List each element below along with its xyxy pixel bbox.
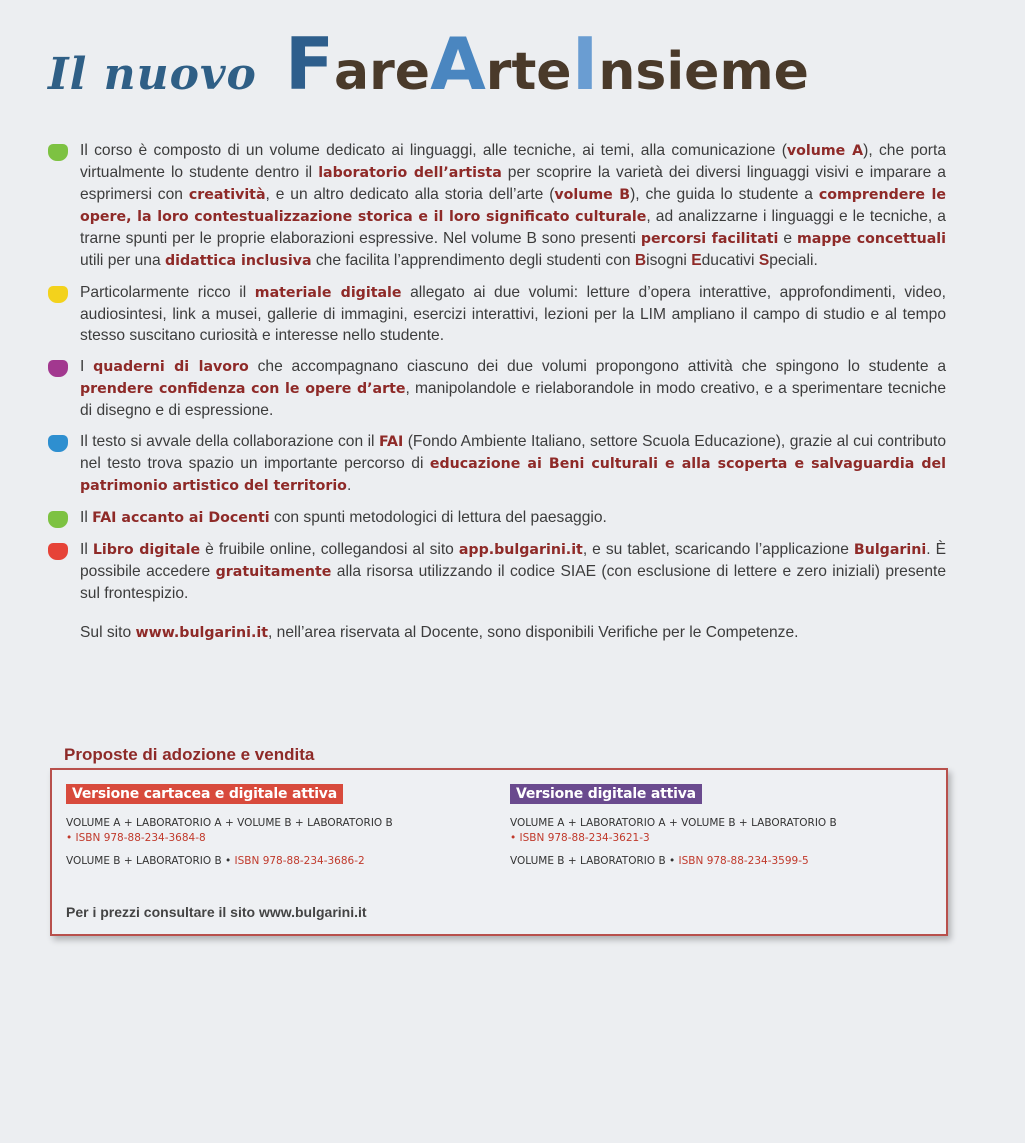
digital-isbn-row: [510, 816, 837, 846]
highlight: quaderni di lavoro: [93, 359, 249, 375]
text: , manipolandole e rielaborandole in modo creativo, e a sperimentare tecniche di disegno e di espressione.: [80, 380, 947, 419]
text: Il: [80, 509, 93, 526]
text: Particolarmente ricco il: [80, 284, 255, 301]
title-prefix: Il nuovo: [48, 49, 257, 100]
title-word-arte: rte: [485, 42, 572, 102]
text: peciali.: [769, 252, 818, 269]
text: Il testo si avvale della collaborazione con il: [80, 433, 379, 450]
text: . È possibile accedere: [80, 541, 946, 580]
text: allegato ai due volumi: letture d’opera interattive, approfondimenti, video, audiosintesi, link a musei, gallerie di immagini, esercizi interattivi, lezioni per la LIM ampliano il campo di studio e al tempo stesso suscitano curiosità e interesse nello studente.: [80, 284, 946, 344]
highlight: Bulgarini: [853, 542, 927, 558]
initial: B: [634, 252, 647, 269]
website-link: app.bulgarini.it: [458, 542, 583, 558]
text: per scoprire la varietà dei diversi linguaggi visivi e imparare a esprimersi con: [80, 164, 946, 203]
text: ducativi: [701, 252, 759, 269]
highlight: FAI: [378, 434, 404, 450]
highlight: comprendere le opere, la loro contestualizzazione storica e il loro significato culturale: [80, 187, 947, 225]
highlight: FAI accanto ai Docenti: [92, 510, 270, 526]
title-word-insieme: nsieme: [598, 42, 809, 102]
text: Il corso è composto di un volume dedicato ai linguaggi, alle tecniche, ai temi, alla comunicazione (: [80, 142, 787, 159]
highlight: volume A: [786, 143, 864, 159]
paper-version-column: [66, 784, 393, 869]
isbn: • ISBN 978-88-234-3684-8: [66, 832, 206, 844]
paper-isbn-row: [66, 816, 393, 846]
paragraph-digital-book: [48, 539, 946, 604]
paper-version-tag: Versione cartacea e digitale attiva: [66, 784, 343, 804]
title-word-fare: are: [334, 42, 431, 102]
product-line: VOLUME A + LABORATORIO A + VOLUME B + LABORATORIO B: [66, 817, 393, 829]
initial: E: [691, 252, 702, 269]
digital-version-column: [510, 784, 837, 869]
title-letter-a: A: [430, 22, 486, 106]
product-line: VOLUME A + LABORATORIO A + VOLUME B + LABORATORIO B: [510, 817, 837, 829]
highlight: percorsi facilitati: [640, 231, 779, 247]
product-line: VOLUME B + LABORATORIO B •: [510, 855, 679, 867]
text: alla risorsa utilizzando il codice SIAE (con esclusione di lettere e zero iniziali) presente sul frontespizio.: [80, 563, 947, 602]
prices-note: Per i prezzi consultare il sito www.bulgarini.it: [66, 904, 367, 920]
text: che accompagnano ciascuno dei due volumi propongono attività che spingono lo studente a: [248, 358, 946, 375]
highlight: creatività: [188, 187, 266, 203]
text: , e un altro dedicato alla storia dell’arte (: [265, 186, 555, 203]
book-title: [48, 22, 809, 106]
red-bullet-icon: [48, 543, 68, 560]
initial: S: [758, 252, 770, 269]
isbn: ISBN 978-88-234-3686-2: [234, 855, 365, 867]
highlight: prendere confidenza con le opere d’arte: [80, 381, 406, 397]
paper-isbn-row: [66, 854, 393, 869]
text: isogni: [646, 252, 692, 269]
paragraph-digital-material: [48, 282, 946, 346]
purple-bullet-icon: [48, 360, 68, 377]
text: I: [80, 358, 94, 375]
proposals-box: [50, 768, 948, 936]
paragraph-fai-teachers: [48, 507, 946, 529]
text: che facilita l’apprendimento degli studenti con: [311, 252, 635, 269]
product-line: VOLUME B + LABORATORIO B •: [66, 855, 235, 867]
text: e: [778, 230, 797, 247]
text: ), che porta virtualmente lo studente dentro il: [80, 142, 946, 181]
isbn: ISBN 978-88-234-3599-5: [678, 855, 809, 867]
isbn: • ISBN 978-88-234-3621-3: [510, 832, 650, 844]
text: Sul sito: [80, 624, 136, 641]
website-link: www.bulgarini.it: [135, 625, 268, 641]
digital-isbn-row: [510, 854, 837, 869]
blue-bullet-icon: [48, 435, 68, 452]
highlight: gratuitamente: [215, 564, 332, 580]
highlight: volume B: [554, 187, 631, 203]
highlight: laboratorio dell’artista: [318, 165, 502, 181]
text: (Fondo Ambiente Italiano, settore Scuola Educazione), grazie al cui contributo nel testo trova spazio un importante percorso di: [80, 433, 946, 472]
highlight: materiale digitale: [254, 285, 402, 301]
green-bullet-icon: [48, 511, 68, 528]
text: con spunti metodologici di lettura del paesaggio.: [269, 509, 607, 526]
proposals-heading: Proposte di adozione e vendita: [64, 745, 315, 764]
text: , e su tablet, scaricando l’applicazione: [582, 541, 854, 558]
title-letter-i: I: [571, 22, 599, 106]
text: è fruibile online, collegandosi al sito: [200, 541, 459, 558]
highlight: mappe concettuali: [796, 231, 947, 247]
text: utili per una: [80, 252, 165, 269]
text: Il: [80, 541, 93, 558]
highlight: educazione ai Beni culturali e alla scoperta e salvaguardia del patrimonio artistico del territorio: [80, 456, 946, 494]
paragraph-workbooks: [48, 356, 946, 421]
text: , ad analizzarne i linguaggi e le tecniche, a trarne spunti per le proprie elaborazioni espressive. Nel volume B sono presenti: [80, 208, 946, 247]
paragraph-course: [48, 140, 946, 272]
description-list: [48, 140, 946, 644]
text: ), che guida lo studente a: [630, 186, 819, 203]
highlight: Libro digitale: [92, 542, 201, 558]
paragraph-fai: [48, 431, 946, 497]
text: , nell’area riservata al Docente, sono disponibili Verifiche per le Competenze.: [268, 624, 799, 641]
highlight: didattica inclusiva: [164, 253, 312, 269]
green-bullet-icon: [48, 144, 68, 161]
paragraph-website: [48, 622, 946, 644]
text: .: [346, 477, 352, 494]
title-letter-f: F: [284, 22, 335, 106]
digital-version-tag: Versione digitale attiva: [510, 784, 702, 804]
yellow-bullet-icon: [48, 286, 68, 303]
